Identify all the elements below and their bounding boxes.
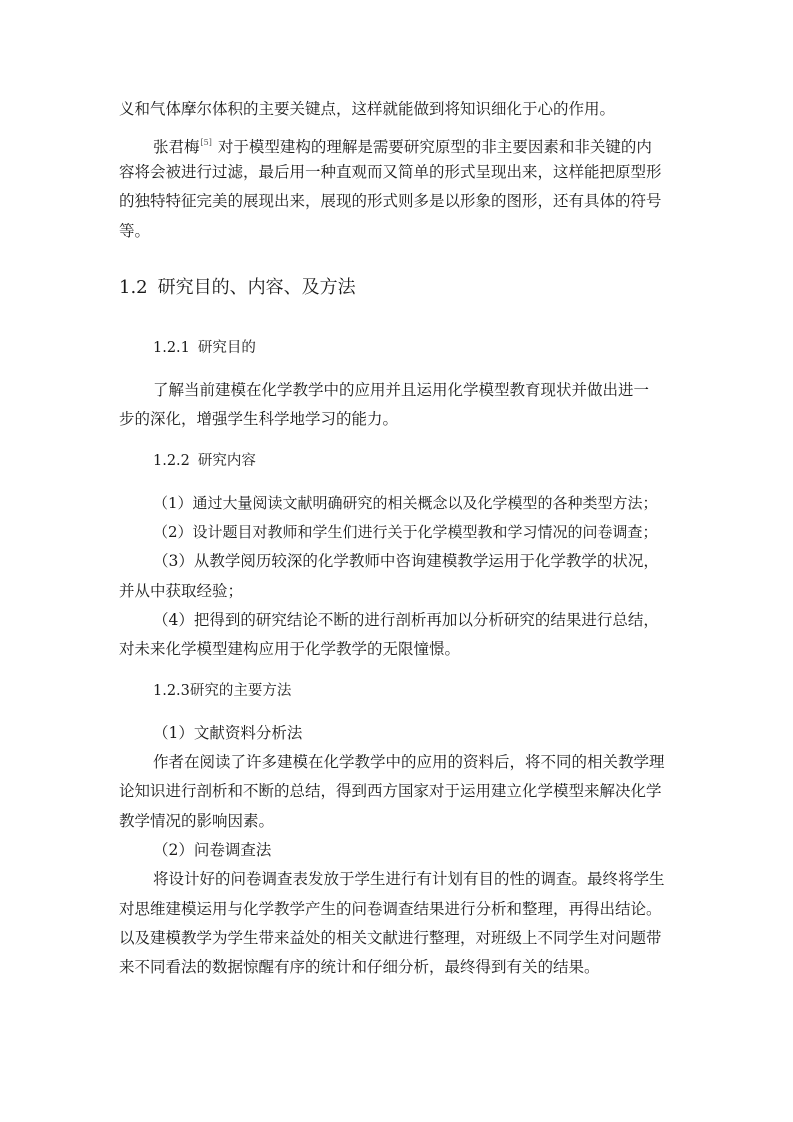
list-item: （3）从教学阅历较深的化学教师中咨询建模教学运用于化学教学的状况， bbox=[153, 552, 659, 570]
list-item-continuation: 对未来化学模型建构应用于化学教学的无限憧憬。 bbox=[119, 640, 461, 658]
subsection-number: 1.2.2 bbox=[153, 453, 190, 469]
paragraph-line: 等。 bbox=[119, 222, 151, 240]
subsection-heading-1-2-1 bbox=[153, 338, 256, 358]
subsection-title: 研究目的 bbox=[197, 340, 256, 356]
subsection-title: 研究的主要方法 bbox=[189, 683, 292, 699]
paragraph-line: 教学情况的影响因素。 bbox=[119, 812, 275, 830]
paragraph-line: 将设计好的问卷调查表发放于学生进行有计划有目的性的调查。最终将学生 bbox=[153, 870, 665, 888]
subsection-heading-1-2-2 bbox=[153, 451, 256, 471]
paragraph-line: 以及建模教学为学生带来益处的相关文献进行整理，对班级上不同学生对问题带 bbox=[119, 929, 662, 947]
paragraph-line: 作者在阅读了许多建模在化学教学中的应用的资料后，将不同的相关教学理 bbox=[153, 753, 665, 771]
paragraph-line: 了解当前建模在化学教学中的应用并且运用化学模型教育现状并做出进一 bbox=[153, 381, 650, 399]
subsection-number: 1.2.1 bbox=[153, 340, 190, 356]
paragraph-line: 义和气体摩尔体积的主要关键点，这样就能做到将知识细化于心的作用。 bbox=[119, 100, 616, 118]
paragraph-text: 对于模型建构的理解是需要研究原型的非主要因素和非关键的内 bbox=[217, 138, 652, 156]
list-item: （4）把得到的研究结论不断的进行剖析再加以分析研究的结果进行总结， bbox=[153, 611, 659, 629]
list-item: （1）通过大量阅读文献明确研究的相关概念以及化学模型的各种类型方法； bbox=[153, 494, 658, 512]
method-title: （2）问卷调查法 bbox=[153, 841, 272, 859]
paragraph-line: 步的深化，增强学生科学地学习的能力。 bbox=[119, 410, 399, 428]
subsection-title: 研究内容 bbox=[197, 453, 256, 469]
section-heading-1-2 bbox=[119, 276, 356, 300]
paragraph-line: 对思维建模运用与化学教学产生的问卷调查结果进行分析和整理，再得出结论。 bbox=[119, 900, 662, 918]
paragraph-line: 论知识进行剖析和不断的总结，得到西方国家对于运用建立化学模型来解决化学 bbox=[119, 782, 662, 800]
list-item-continuation: 并从中获取经验； bbox=[119, 582, 244, 600]
subsection-heading-1-2-3 bbox=[153, 681, 291, 701]
paragraph-line: 的独特特征完美的展现出来，展现的形式则多是以形象的图形，还有具体的符号 bbox=[119, 192, 662, 210]
method-title: （1）文献资料分析法 bbox=[153, 724, 303, 742]
citation-ref: [5] bbox=[200, 138, 212, 147]
section-title: 研究目的、内容、及方法 bbox=[157, 277, 356, 298]
section-number: 1.2 bbox=[119, 277, 148, 298]
list-item: （2）设计题目对教师和学生们进行关于化学模型教和学习情况的问卷调查； bbox=[153, 523, 658, 541]
paragraph-line: 容将会被进行过滤，最后用一种直观而又简单的形式呈现出来，这样能把原型形 bbox=[119, 163, 662, 181]
paragraph-line bbox=[153, 133, 673, 157]
subsection-number: 1.2.3 bbox=[153, 683, 190, 699]
author-name: 张君梅 bbox=[153, 138, 200, 156]
paragraph-line: 来不同看法的数据惊醒有序的统计和仔细分析，最终得到有关的结果。 bbox=[119, 958, 600, 976]
